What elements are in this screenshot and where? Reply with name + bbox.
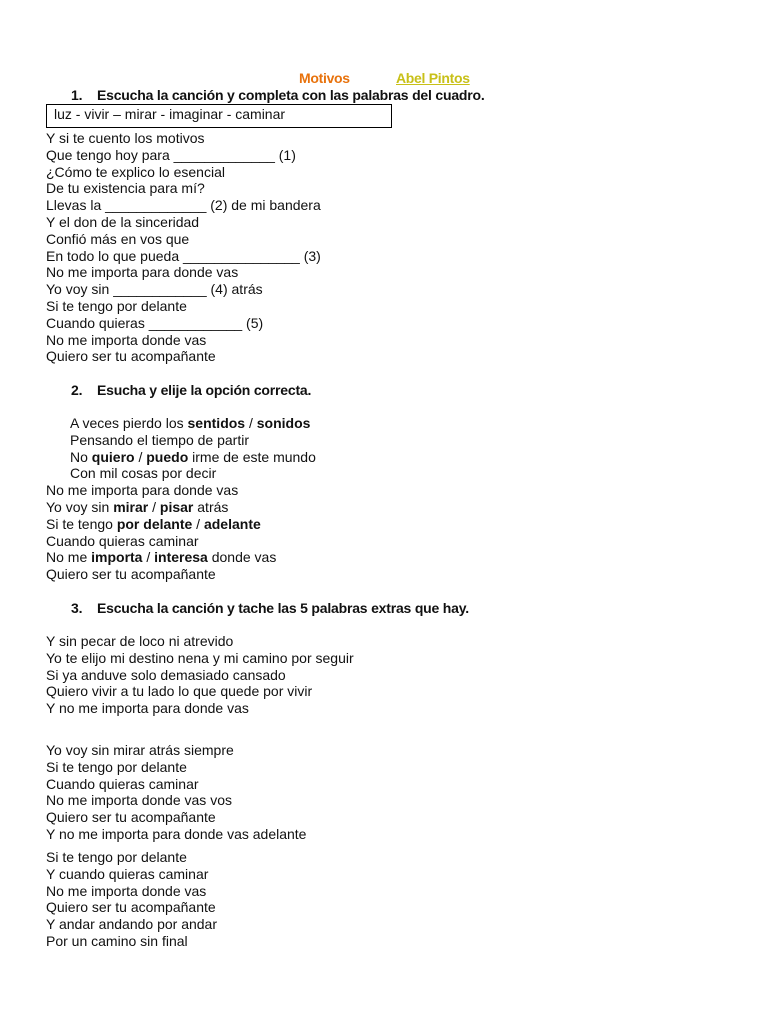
lyric-line: Quiero ser tu acompañante — [46, 348, 216, 365]
lyric-line: Y el don de la sinceridad — [46, 213, 200, 230]
lyric-line: Confió más en vos que — [46, 230, 190, 247]
section3-number: 3. — [71, 600, 83, 616]
section3-heading-text: Escucha la canción y tache las 5 palabras extras que hay. — [97, 600, 469, 616]
lyric-line: Si te tengo por delante — [46, 297, 187, 314]
lyric-line: Yo voy sin mirar atrás siempre — [46, 742, 234, 758]
lyric-line: Y si te cuento los motivos — [46, 130, 205, 146]
section2-heading — [71, 382, 311, 398]
lyric-line: De tu existencia para mí? — [46, 180, 205, 197]
lyric-line: Cuando quieras caminar — [46, 775, 199, 792]
line-text: Yo voy sin — [46, 498, 114, 515]
lyric-line: No me importa para donde vas — [46, 482, 239, 499]
song-title: Motivos — [299, 70, 350, 86]
option-a[interactable]: por delante — [116, 515, 193, 532]
artist-link[interactable]: Abel Pintos — [396, 70, 470, 86]
lyric-line: Si te tengo por delante — [46, 849, 187, 865]
section3-stanza1 — [46, 633, 354, 717]
option-a[interactable]: quiero — [91, 448, 135, 465]
lyric-line: Por un camino sin final — [46, 932, 188, 949]
lyric-line: Y cuando quieras caminar — [46, 865, 209, 882]
section2-number: 2. — [71, 382, 83, 398]
lyric-line: Yo te elijo mi destino nena y mi camino por seguir — [46, 649, 354, 666]
choice-line — [46, 499, 316, 516]
lyric-line-blank-3: En todo lo que pueda _______________ (3) — [46, 247, 321, 264]
lyric-line: Y no me importa para donde vas — [46, 700, 249, 717]
lyric-line-blank-4: Yo voy sin ____________ (4) atrás — [46, 281, 263, 298]
choice-line — [46, 549, 316, 566]
lyric-line: No me importa donde vas vos — [46, 792, 232, 809]
lyric-line: Quiero vivir a tu lado lo que quede por vivir — [46, 683, 313, 700]
choice-line — [46, 516, 316, 533]
lyric-line-blank-2: Llevas la _____________ (2) de mi bandera — [46, 197, 321, 214]
lyric-line: No me importa donde vas — [46, 882, 207, 899]
title-line — [0, 70, 768, 88]
line-text: No me — [46, 549, 92, 566]
lyric-line: No me importa donde vas — [46, 331, 207, 348]
lyric-line: No me importa para donde vas — [46, 264, 239, 281]
option-b[interactable]: pisar — [159, 498, 194, 515]
section3-heading — [71, 600, 469, 616]
section1-heading-text: Escucha la canción y completa con las palabras del cuadro. — [97, 87, 485, 103]
lyric-line: Y no me importa para donde vas adelante — [46, 825, 307, 842]
line-text: A veces pierdo los — [70, 415, 188, 431]
line-text: No — [70, 448, 92, 465]
option-separator: / — [134, 448, 147, 465]
section2-heading-text: Esucha y elije la opción correcta. — [97, 382, 312, 398]
lyric-line: Cuando quieras caminar — [46, 532, 199, 549]
lyric-line: Pensando el tiempo de partir — [70, 431, 249, 448]
option-separator: / — [245, 415, 257, 431]
section3-stanza3 — [46, 849, 217, 950]
option-b[interactable]: adelante — [203, 515, 261, 532]
option-a[interactable]: importa — [91, 549, 143, 566]
lyric-line: Si ya anduve solo demasiado cansado — [46, 666, 286, 683]
line-text: donde vas — [207, 549, 277, 566]
lyric-line-blank-5: Cuando quieras ____________ (5) — [46, 314, 264, 331]
option-separator: / — [148, 498, 160, 515]
lyric-line: Con mil cosas por decir — [70, 465, 217, 482]
option-separator: / — [142, 549, 155, 566]
lyric-line-blank-1: Que tengo hoy para _____________ (1) — [46, 146, 296, 163]
lyric-line: Quiero ser tu acompañante — [46, 809, 216, 826]
option-b[interactable]: sonidos — [256, 415, 311, 431]
option-a[interactable]: mirar — [113, 498, 149, 515]
line-text: irme de este mundo — [188, 448, 316, 465]
section1-heading — [71, 87, 485, 103]
lyric-line: ¿Cómo te explico lo esencial — [46, 163, 225, 180]
option-b[interactable]: interesa — [154, 549, 208, 566]
line-text: atrás — [193, 498, 229, 515]
lyric-line: Y sin pecar de loco ni atrevido — [46, 633, 234, 649]
line-text: Si te tengo — [46, 515, 117, 532]
choice-line — [46, 415, 316, 432]
word-bank-box — [46, 104, 392, 128]
lyric-line: Quiero ser tu acompañante — [46, 566, 216, 583]
section3-stanza2 — [46, 742, 306, 843]
section1-lyrics — [46, 130, 321, 365]
section1-number: 1. — [71, 87, 83, 103]
lyric-line: Si te tengo por delante — [46, 758, 187, 775]
section2-lyrics — [46, 415, 316, 583]
option-separator: / — [192, 515, 204, 532]
option-b[interactable]: puedo — [146, 448, 189, 465]
choice-line — [46, 449, 316, 466]
option-a[interactable]: sentidos — [187, 415, 246, 431]
word-bank-text: luz - vivir – mirar - imaginar - caminar — [54, 106, 286, 122]
lyric-line: Quiero ser tu acompañante — [46, 899, 216, 916]
lyric-line: Y andar andando por andar — [46, 916, 217, 933]
